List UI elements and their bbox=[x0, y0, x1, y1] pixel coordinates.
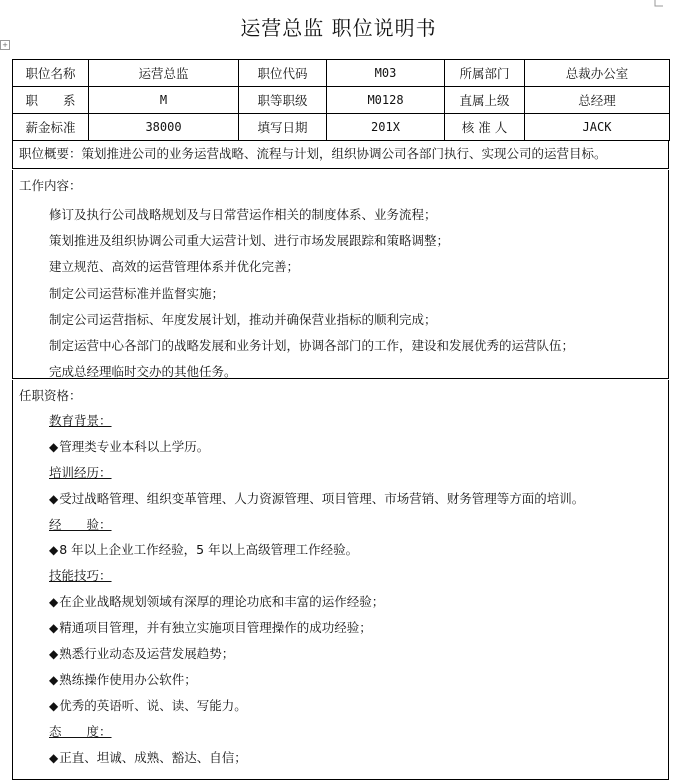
table-move-handle-icon[interactable]: + bbox=[0, 40, 10, 50]
training-item: 受过战略管理、组织变革管理、人力资源管理、项目管理、市场营销、财务管理等方面的培训。 bbox=[59, 490, 585, 506]
list-item: 完成总经理临时交办的其他任务。 bbox=[49, 364, 237, 380]
list-item bbox=[49, 589, 584, 615]
document-title: 运营总监 职位说明书 bbox=[240, 16, 437, 40]
table-row bbox=[13, 114, 670, 141]
label-supervisor: 直属上级 bbox=[445, 87, 525, 114]
skills-item: 精通项目管理，并有独立实施项目管理操作的成功经验； bbox=[59, 620, 372, 636]
skills-item: 优秀的英语听、说、读、写能力。 bbox=[59, 697, 247, 713]
label-grade: 职等职级 bbox=[239, 87, 327, 114]
qualifications-section bbox=[12, 380, 669, 780]
list-item bbox=[49, 537, 584, 563]
list-item: 制定运营中心各部门的战略发展和业务计划，协调各部门的工作，建设和发展优秀的运营队伍； bbox=[49, 337, 575, 353]
label-position-code: 职位代码 bbox=[239, 60, 327, 87]
label-department: 所属部门 bbox=[445, 60, 525, 87]
value-position-code: M03 bbox=[327, 60, 445, 87]
list-item: 建立规范、高效的运营管理体系并优化完善； bbox=[49, 259, 300, 275]
skills-item: 熟练操作使用办公软件； bbox=[59, 671, 197, 687]
table-row bbox=[13, 87, 670, 114]
attitude-item: 正直、坦诚、成熟、豁达、自信； bbox=[59, 749, 247, 765]
skills-item: 在企业战略规划领域有深厚的理论功底和丰富的运作经验； bbox=[59, 594, 385, 610]
list-item: 制定公司运营指标、年度发展计划，推动并确保营业指标的顺利完成； bbox=[49, 311, 437, 327]
list-item bbox=[49, 641, 584, 667]
value-supervisor: 总经理 bbox=[525, 87, 670, 114]
list-item bbox=[49, 745, 584, 771]
diamond-bullet-icon: ◆ bbox=[49, 647, 59, 662]
info-table bbox=[12, 59, 670, 141]
label-job-family: 职 系 bbox=[13, 87, 89, 114]
experience-heading: 经 验： bbox=[49, 516, 112, 532]
list-item: 策划推进及组织协调公司重大运营计划、进行市场发展跟踪和策略调整； bbox=[49, 233, 450, 249]
diamond-bullet-icon: ◆ bbox=[49, 621, 59, 636]
value-department: 总裁办公室 bbox=[525, 60, 670, 87]
list-item bbox=[49, 693, 584, 719]
value-grade: M0128 bbox=[327, 87, 445, 114]
qualifications-list bbox=[49, 408, 584, 770]
diamond-bullet-icon: ◆ bbox=[49, 439, 59, 454]
list-item bbox=[49, 434, 584, 460]
diamond-bullet-icon: ◆ bbox=[49, 750, 59, 765]
value-salary: 38000 bbox=[89, 114, 239, 141]
label-fill-date: 填写日期 bbox=[239, 114, 327, 141]
duties-section bbox=[12, 170, 669, 379]
skills-item: 熟悉行业动态及运营发展趋势； bbox=[59, 646, 235, 662]
education-item: 管理类专业本科以上学历。 bbox=[59, 438, 210, 454]
education-heading: 教育背景： bbox=[49, 413, 112, 428]
label-salary: 薪金标准 bbox=[13, 114, 89, 141]
table-row bbox=[13, 60, 670, 87]
position-summary: 职位概要：策划推进公司的业务运营战略、流程与计划，组织协调公司各部门执行、实现公司的运营目标。 bbox=[12, 140, 669, 169]
label-position-name: 职位名称 bbox=[13, 60, 89, 87]
list-item: 修订及执行公司战略规划及与日常营运作相关的制度体系、业务流程； bbox=[49, 207, 437, 222]
list-item: 制定公司运营标准并监督实施； bbox=[49, 285, 225, 301]
diamond-bullet-icon: ◆ bbox=[49, 672, 59, 687]
qualifications-heading: 任职资格： bbox=[19, 388, 82, 403]
experience-item: 8 年以上企业工作经验，5 年以上高级管理工作经验。 bbox=[59, 542, 359, 558]
value-job-family: M bbox=[89, 87, 239, 114]
training-heading: 培训经历： bbox=[49, 464, 112, 480]
skills-heading: 技能技巧： bbox=[49, 568, 112, 584]
list-item bbox=[49, 615, 584, 641]
value-fill-date: 201X bbox=[327, 114, 445, 141]
duties-list bbox=[49, 202, 574, 385]
duties-heading: 工作内容： bbox=[19, 178, 82, 193]
value-approver: JACK bbox=[525, 114, 670, 141]
diamond-bullet-icon: ◆ bbox=[49, 491, 59, 506]
value-position-name: 运营总监 bbox=[89, 60, 239, 87]
list-item bbox=[49, 667, 584, 693]
label-approver: 核 准 人 bbox=[445, 114, 525, 141]
page-corner-marks bbox=[653, 0, 671, 10]
diamond-bullet-icon: ◆ bbox=[49, 698, 59, 713]
attitude-heading: 态 度： bbox=[49, 723, 112, 739]
list-item bbox=[49, 486, 584, 512]
diamond-bullet-icon: ◆ bbox=[49, 543, 59, 558]
diamond-bullet-icon: ◆ bbox=[49, 595, 59, 610]
